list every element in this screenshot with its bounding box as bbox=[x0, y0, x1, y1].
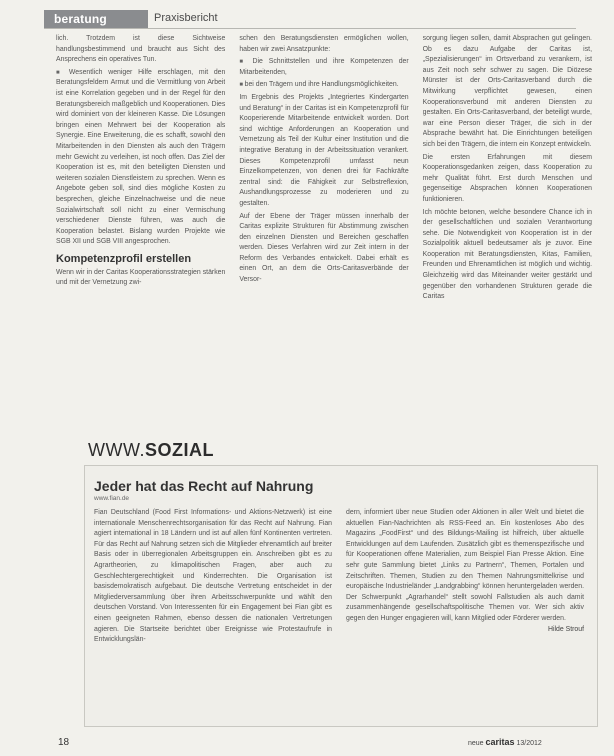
article-subheading: Kompetenzprofil erstellen bbox=[56, 252, 192, 265]
web-tip-text: Fian Deutschland (Food First Informations- und Aktions-Netzwerk) ist eine internationale Menschenrechtsorganisation für das Recht auf Nahrung. Fian agiert international in 18 Ländern und ist auf allen fünf Kontinenten vertreten. Für das Recht auf Nahrung setzen sich die Mitglieder ehrenamtlich auf breiter Basis oder in überregionalen Arbeitsgruppen ein. Anschreiben gibt es zu Agrartheorien, zu klimapolitischen Fragen, aber auch zu Geschlechtergerechtigkeit und Kinderrechten. Die Organisation ist basisdemokratisch aufgebaut. Die deutsche Vertretung entscheidet in der Mitgliederversammlung über ihren Arbeitsschwerpunkte und wählt den deutschen Vorstand. Von Interessenten für ein Engagement bei Fian gibt es einen geeigneten Rahmen, ebenso dessen die nationalen Vertretungen agieren. Die Startseite berichtet über Ereignisse wie Protestaufrufe in Entwicklungslän- bbox=[94, 509, 332, 644]
web-tip-column-1 bbox=[94, 508, 332, 718]
magazine-prefix: neue bbox=[468, 740, 484, 747]
page-number: 18 bbox=[58, 737, 70, 748]
section-tag: beratung bbox=[54, 12, 107, 26]
footer-magazine bbox=[468, 737, 542, 747]
web-tip-column-2 bbox=[346, 508, 584, 718]
web-tip-text: dern, informiert über neue Studien oder Aktionen in aller Welt und bietet die aktuellen Fian-Nachrichten als RSS-Feed an. Ein kostenloses Abo des Magazins „FoodFirst“ und des Bildungs-Mailing ist hilfreich, über aktuelle Entwicklungen auf dem Laufenden. Zusätzlich gibt es themenspezifische und für Kooperationen offene Materialien, zum Beispiel Fian Presse Aktion. Eine sehr gute Sammlung bietet „Links zu Partnern“, Themen, Portalen und Zeitschriften. Themen, Studien zu den Themen Nahrungsmittelkrise und europäische Industrieländer „Landgrabbing“ können heruntergeladen werden. Der Schwerpunkt „Agrarhandel“ stellt sowohl Fallstudien als auch damit zusammenhängende gesellschaftspolitische Themen vor. Wer sich aktiv gegen den Hunger engagieren will, kann Mitglied oder Förderer werden. bbox=[346, 509, 584, 622]
article-paragraph: Auf der Ebene der Träger müssen innerhalb der Caritas explizite Strukturen für Abstimmung zwischen den einzelnen Diensten und Bereichen geschaffen werden. Dieses Verfahren wird zur Zeit intern in der Reform des Verbandes entwickelt. Dabei erhält es einen Ort, an dem die Orts-Caritasverbände der Versor- bbox=[239, 212, 409, 284]
article-paragraph: ■ Wesentlich weniger Hilfe erschlagen, mit den Beratungsfeldern Armut und die Vermittlung von Arbeit ist eine Korrelation gegeben und in der Regel für den Beratungsbereich maßgeblich und Kooperationen. Dies wird dominiert von der kleineren Kasse. Die Lösungen bringen einen Mehrwert bei der Kooperation als Synergie. Eine Erweiterung, die es schafft, sowohl den Mitarbeitenden in den Diensten als auch den Trägern mehr Gewicht zu verleihen, ist noch offen. Das Ziel der Kooperation ist es, mit den beteiligten Diensten und weiteren sozialen Dienstleistern zu sprechen. Wenn es Angebote geben soll, sind dies mögliche Kosten zu besprechen, gleiche Einzelnachweise und die neue Sozialwirtschaft soll nicht zu einer Vermischung verschiedener Dienste führen, was auch die Kooperation belastet. Bislang wurden Projekte wie SGB XII und SGB VIII angesprochen. bbox=[56, 68, 225, 248]
article-column-1 bbox=[56, 34, 225, 444]
article-paragraph: sorgung liegen sollen, damit Absprachen gut gelingen. Ob es dazu Aufgabe der Caritas ist, „Spezialisierungen“ im Ortsverband zu verankern, ist aus Zeit noch sehr schwer zu sagen. Die Diözese Münster ist der Orts-Caritasverband durch die Mitwirkung verpflichtet gewesen, einen Kooperationsverbund mit anderen Diensten zu gestalten. Ein Orts-Caritasverband, der beteiligt wurde, war eine Person dieser Träger, die sich in der Absprache bewährt hat. Die Einrichtungen beteiligen sich bei den Trägern, die intern ein Konzept entwickeln. bbox=[422, 35, 592, 148]
article-bullet: ■ Die Schnittstellen und ihre Kompetenzen der Mitarbeitenden, bbox=[239, 57, 408, 78]
banner-word: SOZIAL bbox=[144, 440, 214, 460]
web-tip-columns bbox=[94, 508, 584, 718]
web-tip-url[interactable]: www.fian.de bbox=[94, 495, 130, 502]
magazine-issue: 13/2012 bbox=[516, 740, 542, 747]
section-title: Praxisbericht bbox=[154, 12, 218, 24]
article-paragraph: Die ersten Erfahrungen mit diesem Kooperationsgedanken zeigen, dass Kooperation zu mehr Qualität führt. Erst durch Menschen und gegenseitige Absprachen können Kooperationen funktionieren. bbox=[422, 153, 592, 203]
article-bullet: ■ bei den Trägern und ihre Handlungsmöglichkeiten. bbox=[239, 80, 408, 91]
article-paragraph: Wenn wir in der Caritas Kooperationsstrategien stärken und mit der Vernetzung zwi- bbox=[56, 268, 226, 287]
banner-prefix: WWW. bbox=[88, 440, 145, 460]
article-paragraph: Im Ergebnis des Projekts „Integriertes Kindergarten und Beratung“ in der Caritas ist ein Kompetenzprofil für Kooperierende Mitarbeitende entwickelt worden. Dort sind wichtige Anforderungen an Kooperation und Vernetzung als Teil der Kultur einer Institution und die integrative Beratung in der Arbeitssituation verankert. Dieses Kompetenzprofil umfasst neun Einzelkompetenzen, von denen drei für Fachkräfte zentral sind: die Fähigkeit zur Selbstreflexion, Aushandlungsprozesse zu moderieren und zu gestalten. bbox=[239, 93, 409, 207]
web-tip-title: Jeder hat das Recht auf Nahrung bbox=[94, 478, 314, 494]
article-paragraph: Ich möchte betonen, welche besondere Chance ich in der gesellschaftlichen und sozialen Verantwortung sehe. Die Notwendigkeit von Kooperation ist in der Sozialpolitik aktuell bedeutsamer als je zuvor. Eine Kooperation mit Beratungsdiensten, Kitas, Familien, Freunden und Ehrenamtlichen ist möglich und wichtig. Gleichzeitig wird das Miteinander weiter gestärkt und gegenüber den vorhandenen Strukturen gerade die Caritas bbox=[422, 208, 592, 301]
article-column-3 bbox=[423, 34, 592, 444]
www-sozial-banner bbox=[88, 440, 214, 461]
article-paragraph: schen den Beratungsdiensten ermöglichen wollen, haben wir zwei Ansatzpunkte: bbox=[239, 35, 409, 53]
web-tip-author: Hilde Strouf bbox=[547, 625, 584, 633]
magazine-name: caritas bbox=[485, 737, 515, 747]
header-divider bbox=[44, 28, 576, 29]
article-columns bbox=[56, 34, 592, 444]
article-paragraph: lich. Trotzdem ist diese Sichtweise handlungsbestimmend und braucht aus Sicht des Ansprechens ein operatives Tun. bbox=[56, 35, 226, 64]
article-column-2 bbox=[239, 34, 408, 444]
